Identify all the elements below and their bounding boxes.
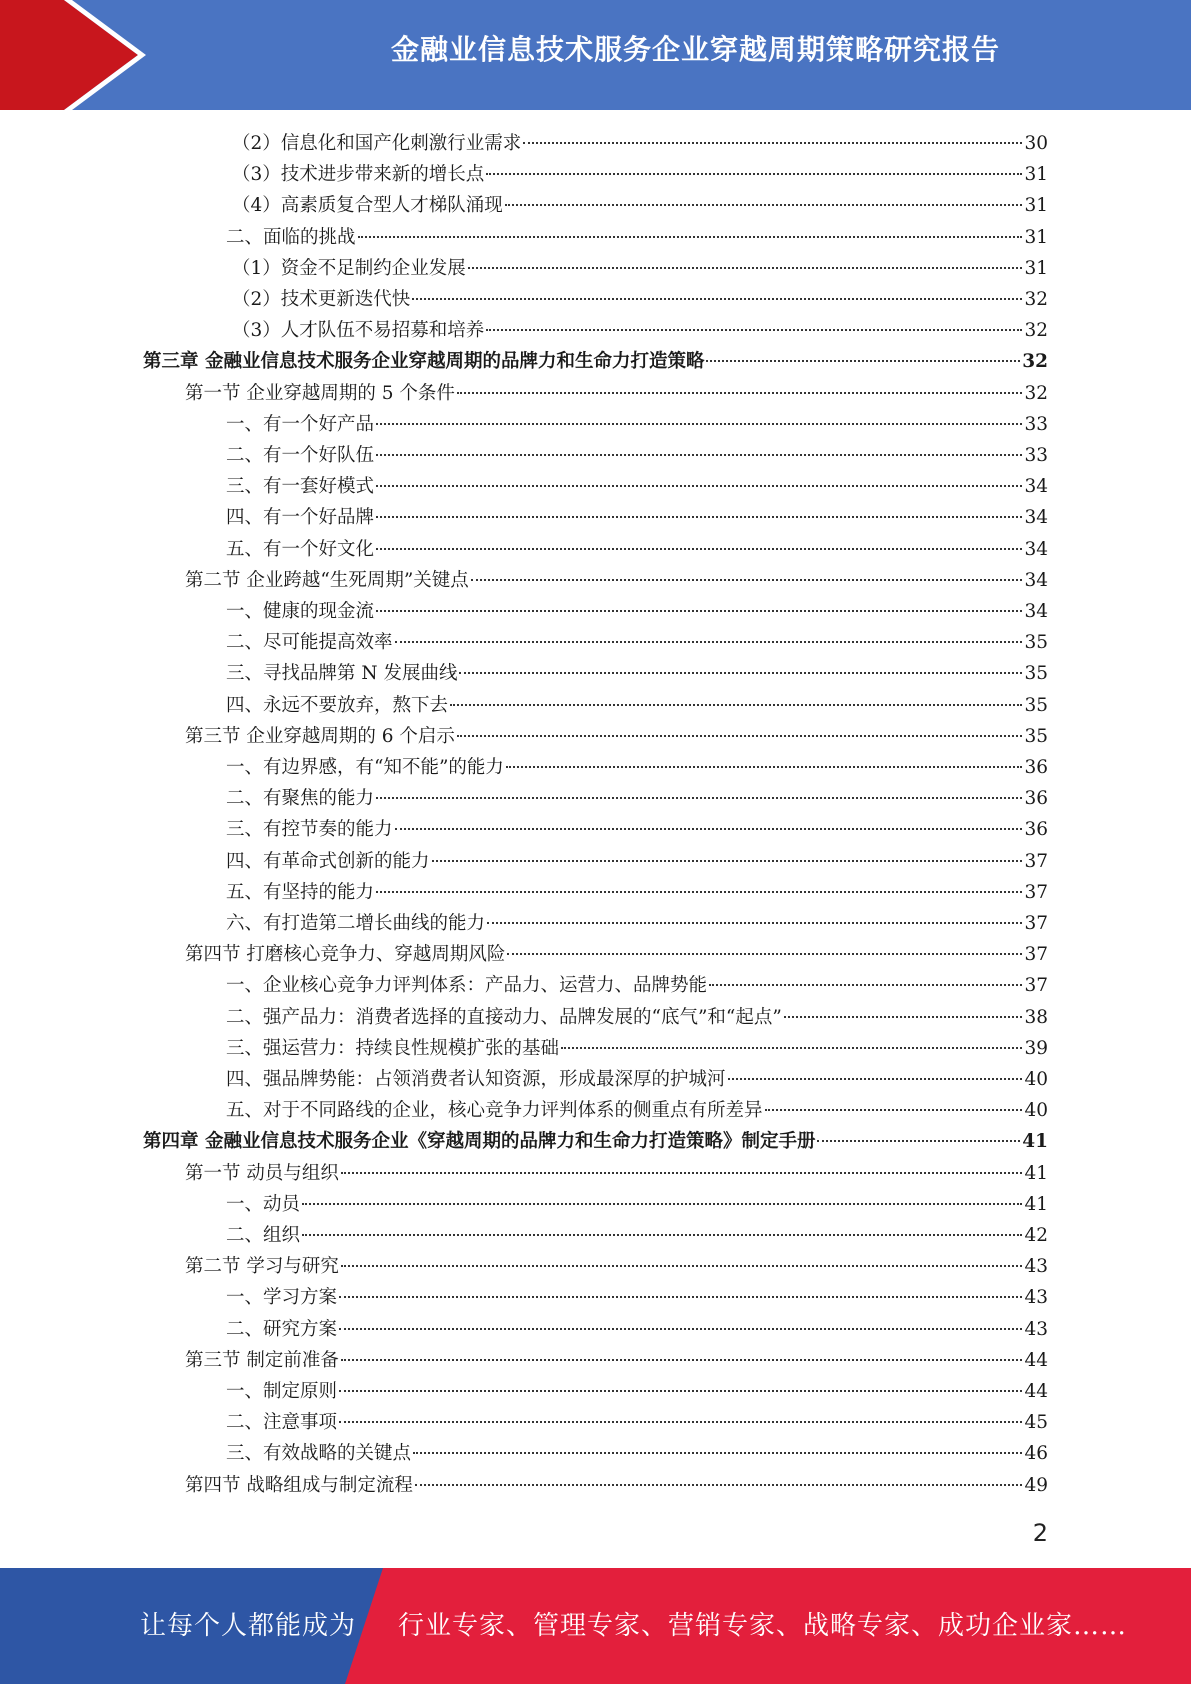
toc-leader-dots — [817, 1139, 1020, 1142]
toc-entry-page: 44 — [1024, 1349, 1048, 1371]
toc-leader-dots — [486, 172, 1022, 175]
toc-entry[interactable] — [226, 596, 1048, 627]
toc-entry-label: 第四节 战略组成与制定流程 — [185, 1474, 413, 1496]
toc-entry-label: 六、有打造第二增长曲线的能力 — [226, 913, 486, 934]
toc-leader-dots — [376, 453, 1022, 456]
toc-leader-dots — [341, 1264, 1023, 1267]
toc-entry-page: 34 — [1024, 507, 1048, 529]
toc-entry[interactable] — [185, 565, 1048, 596]
toc-entry[interactable] — [226, 222, 1048, 253]
toc-entry-page: 41 — [1022, 1131, 1048, 1153]
toc-entry-page: 37 — [1024, 850, 1048, 872]
toc-entry-page: 35 — [1024, 694, 1048, 716]
toc-entry-label: 五、有一个好文化 — [226, 538, 375, 560]
toc-leader-dots — [507, 952, 1022, 955]
toc-entry-page: 35 — [1024, 663, 1048, 685]
toc-leader-dots — [709, 983, 1022, 986]
toc-entry[interactable] — [232, 128, 1048, 159]
toc-entry[interactable] — [232, 284, 1048, 315]
toc-entry-label: 二、强产品力：消费者选择的直接动力、品牌发展的“底气”和“起点” — [226, 1006, 782, 1028]
toc-entry[interactable] — [226, 783, 1048, 814]
toc-entry[interactable] — [226, 1282, 1048, 1313]
toc-entry[interactable] — [226, 1376, 1048, 1407]
toc-entry[interactable] — [226, 1220, 1048, 1251]
toc-leader-dots — [413, 1451, 1022, 1454]
toc-leader-dots — [339, 1295, 1022, 1298]
toc-entry-page: 38 — [1024, 1006, 1048, 1028]
toc-entry-label: 第二节 学习与研究 — [185, 1256, 339, 1278]
toc-leader-dots — [376, 547, 1022, 550]
toc-entry-page: 31 — [1024, 164, 1048, 186]
toc-entry-label: 一、动员 — [226, 1193, 301, 1215]
toc-entry[interactable] — [143, 346, 1048, 377]
toc-entry[interactable] — [226, 1002, 1048, 1033]
toc-entry-label: 三、有控节奏的能力 — [226, 819, 393, 841]
toc-entry-page: 35 — [1024, 725, 1048, 747]
toc-entry-label: 一、企业核心竞争力评判体系：产品力、运营力、品牌势能 — [226, 975, 708, 997]
toc-leader-dots — [523, 141, 1022, 144]
toc-entry[interactable] — [226, 440, 1048, 471]
toc-leader-dots — [395, 827, 1023, 830]
toc-entry[interactable] — [185, 1345, 1048, 1376]
toc-entry-page: 43 — [1024, 1287, 1048, 1309]
toc-entry-page: 42 — [1024, 1225, 1048, 1246]
toc-entry[interactable] — [226, 658, 1048, 689]
toc-entry[interactable] — [226, 471, 1048, 502]
toc-entry-label: 五、有坚持的能力 — [226, 881, 375, 903]
toc-leader-dots — [376, 422, 1022, 425]
page-footer — [0, 1568, 1191, 1684]
toc-entry-label: 第二节 企业跨越“生死周期”关键点 — [185, 569, 469, 591]
toc-entry[interactable] — [226, 627, 1048, 658]
toc-leader-dots — [505, 203, 1023, 206]
toc-entry-label: 二、尽可能提高效率 — [226, 632, 393, 654]
toc-entry-page: 37 — [1024, 881, 1048, 903]
toc-entry-label: 五、对于不同路线的企业，核心竞争力评判体系的侧重点有所差异 — [226, 1100, 763, 1122]
page-header — [0, 0, 1191, 110]
toc-entry-page: 34 — [1024, 476, 1048, 498]
toc-entry-label: 四、强品牌势能：占领消费者认知资源，形成最深厚的护城河 — [226, 1069, 726, 1090]
toc-entry[interactable] — [226, 502, 1048, 533]
toc-entry[interactable] — [226, 846, 1048, 877]
toc-entry-page: 39 — [1024, 1037, 1048, 1059]
toc-entry-page: 34 — [1024, 569, 1048, 591]
toc-leader-dots — [339, 1327, 1022, 1330]
toc-entry[interactable] — [226, 1438, 1048, 1469]
toc-entry-label: （1）资金不足制约企业发展 — [232, 257, 466, 279]
toc-entry-label: 第三节 企业穿越周期的 6 个启示 — [185, 725, 455, 747]
report-title: 金融业信息技术服务企业穿越周期策略研究报告 — [390, 33, 1000, 66]
toc-leader-dots — [339, 1420, 1022, 1423]
toc-entry[interactable] — [232, 159, 1048, 190]
toc-leader-dots — [339, 1389, 1022, 1392]
footer-slogan-left: 让每个人都能成为 — [140, 1611, 357, 1641]
toc-leader-dots — [376, 890, 1022, 893]
toc-entry-page: 34 — [1024, 538, 1048, 560]
toc-entry-page: 43 — [1024, 1256, 1048, 1278]
toc-entry[interactable] — [226, 877, 1048, 908]
toc-entry[interactable] — [226, 1064, 1048, 1095]
toc-leader-dots — [376, 796, 1022, 799]
toc-entry-page: 36 — [1024, 819, 1048, 841]
toc-entry[interactable] — [226, 1033, 1048, 1064]
toc-entry[interactable] — [226, 970, 1048, 1001]
toc-leader-dots — [468, 266, 1023, 269]
toc-entry-label: （4）高素质复合型人才梯队涌现 — [232, 195, 503, 217]
toc-entry[interactable] — [226, 908, 1048, 939]
footer-slogan-right: 行业专家、管理专家、营销专家、战略专家、成功企业家…… — [398, 1611, 1128, 1641]
toc-leader-dots — [457, 734, 1023, 737]
toc-entry-label: 第一节 动员与组织 — [185, 1162, 339, 1184]
toc-entry-page: 31 — [1024, 257, 1048, 279]
toc-entry-page: 43 — [1024, 1318, 1048, 1340]
toc-entry[interactable] — [185, 1470, 1048, 1501]
toc-entry-label: 四、有革命式创新的能力 — [226, 850, 430, 872]
toc-leader-dots — [341, 1358, 1023, 1361]
toc-entry-label: 二、有聚焦的能力 — [226, 788, 375, 810]
toc-entry-page: 32 — [1024, 320, 1048, 342]
toc-entry[interactable] — [226, 409, 1048, 440]
toc-entry[interactable] — [185, 378, 1048, 409]
toc-leader-dots — [457, 391, 1023, 394]
toc-entry-page: 46 — [1024, 1443, 1048, 1465]
toc-entry-label: 第四节 打磨核心竞争力、穿越周期风险 — [185, 944, 506, 966]
toc-entry[interactable] — [226, 1095, 1048, 1126]
toc-leader-dots — [706, 359, 1020, 362]
toc-entry-label: 二、注意事项 — [226, 1412, 338, 1434]
toc-entry[interactable] — [226, 1407, 1048, 1438]
toc-entry-page: 31 — [1024, 226, 1048, 248]
toc-entry-page: 32 — [1024, 289, 1048, 310]
toc-entry-page: 36 — [1024, 757, 1048, 778]
toc-entry-label: 第四章 金融业信息技术服务企业《穿越周期的品牌力和生命力打造策略》制定手册 — [143, 1131, 816, 1153]
toc-entry[interactable] — [232, 253, 1048, 284]
toc-entry[interactable] — [226, 1314, 1048, 1345]
toc-leader-dots — [486, 328, 1022, 331]
toc-entry-page: 35 — [1024, 632, 1048, 654]
toc-leader-dots — [506, 765, 1023, 768]
header-arrow-decoration — [0, 0, 150, 110]
toc-entry-label: 一、有边界感，有“知不能”的能力 — [226, 757, 504, 778]
toc-leader-dots — [395, 640, 1023, 643]
toc-entry-label: 二、面临的挑战 — [226, 226, 356, 248]
toc-entry[interactable] — [226, 534, 1048, 565]
toc-entry-label: 三、有一套好模式 — [226, 476, 375, 498]
toc-leader-dots — [765, 1108, 1023, 1111]
toc-entry-page: 40 — [1024, 1069, 1048, 1090]
toc-entry[interactable] — [143, 1126, 1048, 1157]
toc-entry-page: 32 — [1022, 351, 1048, 373]
toc-entry-page: 41 — [1024, 1193, 1048, 1215]
toc-leader-dots — [728, 1077, 1023, 1080]
toc-entry-page: 44 — [1024, 1381, 1048, 1402]
toc-entry-page: 37 — [1024, 913, 1048, 934]
toc-entry-label: 四、有一个好品牌 — [226, 507, 375, 529]
toc-entry-page: 36 — [1024, 788, 1048, 810]
toc-entry-label: 第三章 金融业信息技术服务企业穿越周期的品牌力和生命力打造策略 — [143, 351, 705, 373]
toc-entry-label: （2）技术更新迭代快 — [232, 289, 411, 310]
toc-entry-page: 32 — [1024, 382, 1048, 404]
toc-entry[interactable] — [226, 752, 1048, 783]
toc-entry-label: 第三节 制定前准备 — [185, 1349, 339, 1371]
toc-entry-label: 一、有一个好产品 — [226, 413, 375, 435]
toc-entry-label: （3）人才队伍不易招募和培养 — [232, 320, 485, 342]
toc-entry-label: 一、制定原则 — [226, 1381, 338, 1402]
page-number: 2 — [1032, 1519, 1048, 1547]
toc-leader-dots — [487, 921, 1022, 924]
toc-entry[interactable] — [226, 814, 1048, 845]
toc-leader-dots — [341, 1171, 1023, 1174]
toc-leader-dots — [358, 235, 1023, 238]
toc-entry-label: （2）信息化和国产化刺激行业需求 — [232, 133, 522, 154]
toc-entry[interactable] — [185, 1158, 1048, 1189]
toc-entry-page: 45 — [1024, 1412, 1048, 1434]
toc-entry[interactable] — [226, 690, 1048, 721]
toc-entry-label: 一、学习方案 — [226, 1287, 338, 1309]
toc-entry[interactable] — [185, 939, 1048, 970]
toc-entry-page: 40 — [1024, 1100, 1048, 1122]
toc-leader-dots — [302, 1233, 1022, 1236]
toc-leader-dots — [450, 703, 1022, 706]
toc-entry-label: 第一节 企业穿越周期的 5 个条件 — [185, 382, 455, 404]
toc-leader-dots — [561, 1046, 1022, 1049]
toc-entry-label: （3）技术进步带来新的增长点 — [232, 164, 485, 186]
toc-entry-label: 三、有效战略的关键点 — [226, 1443, 412, 1465]
toc-entry[interactable] — [226, 1189, 1048, 1220]
toc-entry-label: 一、健康的现金流 — [226, 601, 375, 622]
toc-entry[interactable] — [185, 1251, 1048, 1282]
toc-entry-label: 四、永远不要放弃，熬下去 — [226, 694, 449, 716]
toc-leader-dots — [459, 671, 1022, 674]
toc-entry-page: 37 — [1024, 944, 1048, 966]
toc-entry-label: 三、寻找品牌第 N 发展曲线 — [226, 663, 458, 685]
toc-entry-label: 三、强运营力：持续良性规模扩张的基础 — [226, 1037, 560, 1059]
toc-leader-dots — [415, 1483, 1023, 1486]
toc-entry[interactable] — [232, 190, 1048, 221]
toc-leader-dots — [784, 1015, 1023, 1018]
toc-leader-dots — [432, 859, 1023, 862]
toc-entry-label: 二、组织 — [226, 1225, 301, 1246]
toc-entry-page: 33 — [1024, 413, 1048, 435]
toc-entry-label: 二、研究方案 — [226, 1318, 338, 1340]
toc-entry-label: 二、有一个好队伍 — [226, 445, 375, 466]
toc-leader-dots — [376, 609, 1022, 612]
toc-leader-dots — [412, 297, 1022, 300]
toc-leader-dots — [376, 484, 1022, 487]
toc-entry-page: 37 — [1024, 975, 1048, 997]
toc-entry-page: 41 — [1024, 1162, 1048, 1184]
toc-leader-dots — [302, 1202, 1022, 1205]
toc-leader-dots — [376, 515, 1022, 518]
toc-leader-dots — [471, 578, 1023, 581]
toc-entry-page: 49 — [1024, 1474, 1048, 1496]
toc-entry[interactable] — [232, 315, 1048, 346]
toc-entry-page: 33 — [1024, 445, 1048, 466]
toc-entry-page: 30 — [1024, 133, 1048, 154]
toc-entry-page: 34 — [1024, 601, 1048, 622]
toc-entry[interactable] — [185, 721, 1048, 752]
toc-entry-page: 31 — [1024, 195, 1048, 217]
